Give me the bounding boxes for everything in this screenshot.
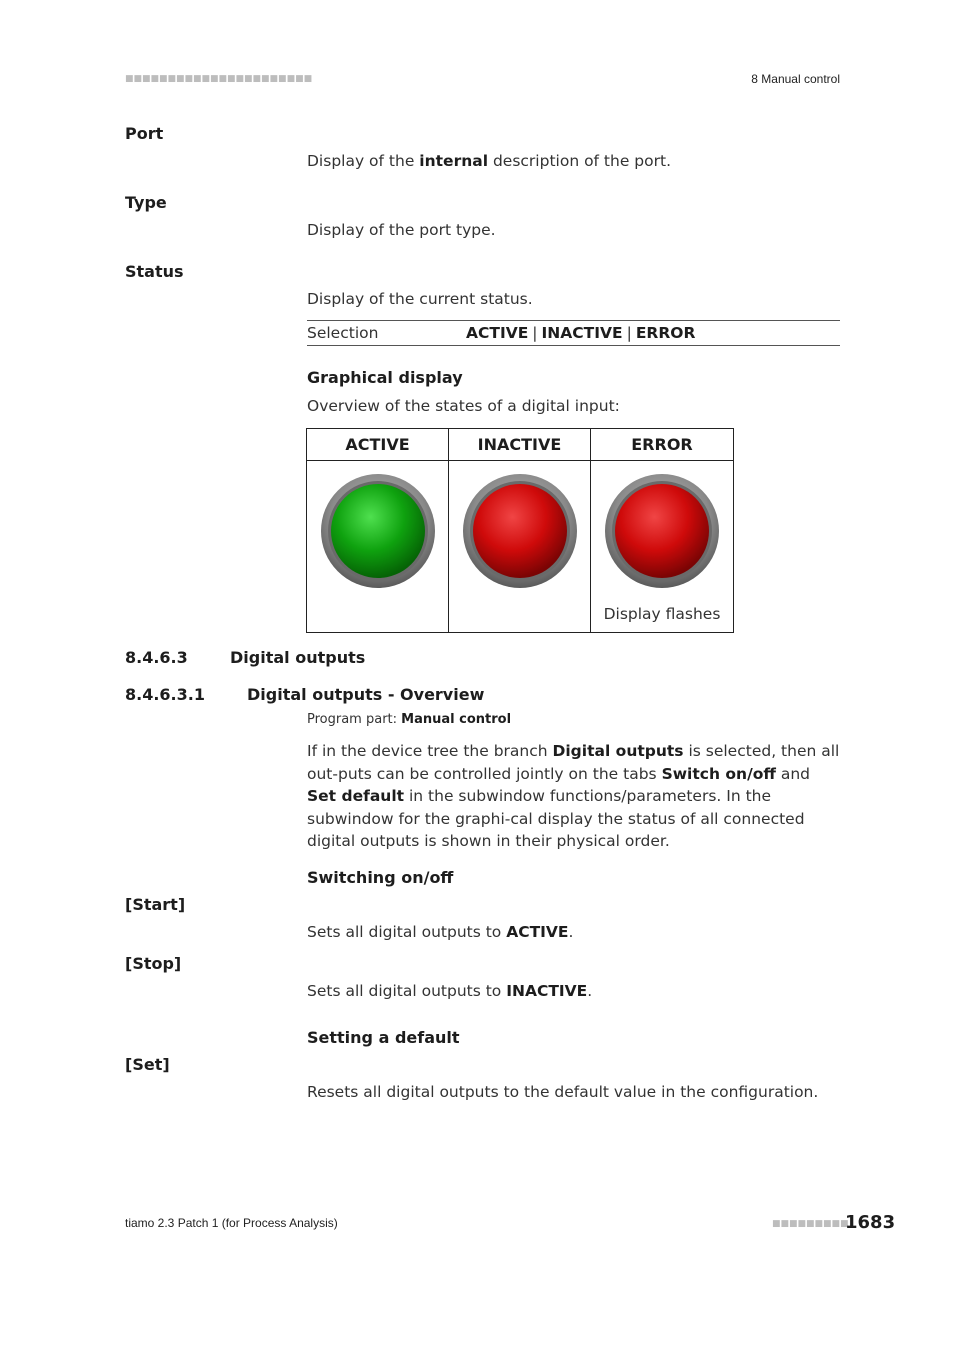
section-title: Digital outputs [230,648,366,667]
status-column-inactive [449,429,591,632]
term-start: [Start] [125,895,186,914]
selection-value-active: ACTIVE [466,324,529,342]
program-part: Program part: Manual control [307,712,512,727]
page-number: 1683 [845,1212,896,1233]
status-indicator-table [306,428,734,633]
footer-decoration: ■■■■■■■■■ [772,1219,849,1229]
led-fill [473,484,567,578]
start-description: Sets all digital outputs to ACTIVE. [307,923,574,941]
column-header: INACTIVE [449,429,590,461]
subsection-title: Digital outputs - Overview [247,685,485,704]
led-note: Display flashes [603,605,721,623]
selection-values [466,321,695,345]
chapter-title: 8 Manual control [751,72,840,86]
type-description: Display of the port type. [307,221,496,239]
status-description: Display of the current status. [307,290,533,308]
term-stop: [Stop] [125,954,182,973]
column-header: ACTIVE [307,429,448,461]
graphical-display-heading: Graphical display [307,368,463,387]
term-port: Port [125,124,164,143]
selection-value-error: ERROR [635,324,696,342]
section-number: 8.4.6.3 [125,648,188,667]
default-heading: Setting a default [307,1028,460,1047]
red-led-icon [604,473,720,589]
red-led-icon [462,473,578,589]
footer-product: tiamo 2.3 Patch 1 (for Process Analysis) [125,1216,338,1230]
port-description: Display of the internal description of the port. [307,152,671,170]
graphical-display-intro: Overview of the states of a digital input: [307,397,620,415]
selection-table [307,320,840,346]
set-description: Resets all digital outputs to the default value in the configuration. [307,1083,819,1101]
selection-label: Selection [307,324,379,342]
subsection-number: 8.4.6.3.1 [125,685,205,704]
term-status: Status [125,262,184,281]
header-decoration: ■■■■■■■■■■■■■■■■■■■■■■ [125,74,313,84]
switching-heading: Switching on/off [307,868,454,887]
led-fill [331,484,425,578]
column-header: ERROR [591,429,733,461]
status-column-active [307,429,449,632]
separator: | [532,324,538,342]
term-type: Type [125,193,167,212]
term-set: [Set] [125,1055,170,1074]
green-led-icon [320,473,436,589]
overview-paragraph: If in the device tree the branch Digital outputs is selected, then all out-puts can be controlled jointly on the tabs Switch on/off and Set default in the subwindow functions/parameters. In the subwindow for the graphi-cal display the status of all connected digital outputs is shown in their physical order. [307,742,840,850]
status-column-error [591,429,733,632]
stop-description: Sets all digital outputs to INACTIVE. [307,982,593,1000]
selection-value-inactive: INACTIVE [541,324,623,342]
led-fill [615,484,709,578]
separator: | [626,324,632,342]
